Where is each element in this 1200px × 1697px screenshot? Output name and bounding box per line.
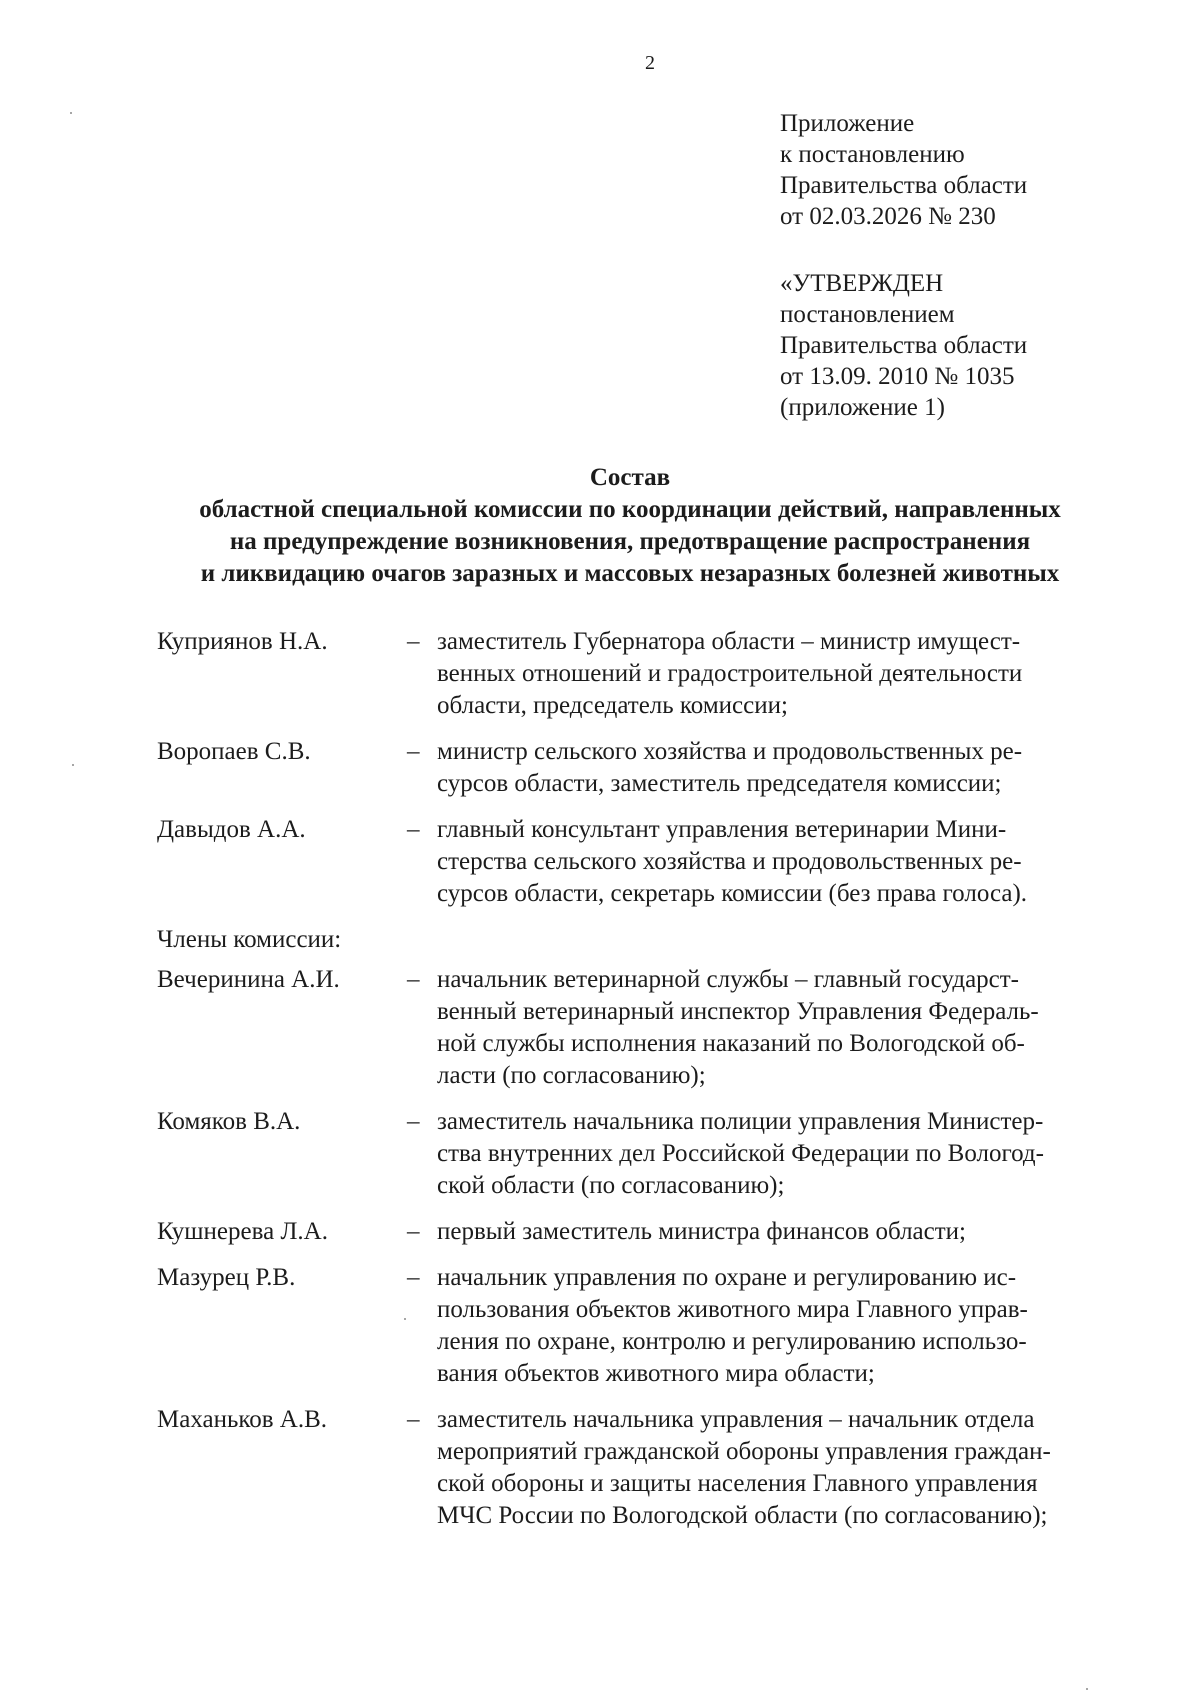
- appendix-block: [780, 108, 1180, 232]
- dash-separator: –: [407, 1264, 420, 1291]
- dash-separator: –: [407, 628, 420, 655]
- member-row: [157, 626, 1137, 722]
- role-line: МЧС России по Вологодской области (по согласованию);: [437, 1502, 1048, 1529]
- role-line: министр сельского хозяйства и продовольственных ре-: [437, 738, 1023, 765]
- member-row: [157, 1216, 1137, 1248]
- approval-line: постановлением: [780, 301, 955, 328]
- role-line: области, председатель комиссии;: [437, 692, 788, 719]
- role-line: заместитель начальника полиции управления Министер-: [437, 1108, 1044, 1135]
- heading-title: Состав: [589, 464, 671, 491]
- member-role: [437, 1106, 1137, 1202]
- members-label: Члены комиссии:: [157, 926, 342, 953]
- member-name: Воропаев С.В.: [157, 738, 311, 765]
- role-line: сурсов области, заместитель председателя комиссии;: [437, 770, 1002, 797]
- role-line: мероприятий гражданской обороны управления граждан-: [437, 1438, 1051, 1465]
- dash-separator: –: [407, 1108, 420, 1135]
- approval-line: «УТВЕРЖДЕН: [780, 270, 944, 297]
- role-line: ства внутренних дел Российской Федерации по Вологод-: [437, 1140, 1044, 1167]
- approval-line: от 13.09. 2010 № 1035: [780, 363, 1015, 390]
- scan-artifact: [70, 112, 72, 114]
- member-role: [437, 626, 1137, 722]
- role-line: стерства сельского хозяйства и продовольственных ре-: [437, 848, 1022, 875]
- member-role: [437, 736, 1137, 800]
- member-role: [437, 1262, 1137, 1390]
- member-row: [157, 1106, 1137, 1202]
- appendix-line: к постановлению: [780, 141, 965, 168]
- member-row: [157, 1404, 1137, 1532]
- dash-separator: –: [407, 1406, 420, 1433]
- scan-artifact: [404, 1318, 406, 1320]
- appendix-line: Правительства области: [780, 172, 1028, 199]
- heading-line: и ликвидацию очагов заразных и массовых незаразных болезней животных: [200, 560, 1060, 587]
- role-line: начальник ветеринарной службы – главный государст-: [437, 966, 1020, 993]
- heading-line: на предупреждение возникновения, предотвращение распространения: [229, 528, 1031, 555]
- member-name: Куприянов Н.А.: [157, 628, 328, 655]
- member-name: Давыдов А.А.: [157, 816, 306, 843]
- role-line: ления по охране, контролю и регулированию использо-: [437, 1328, 1027, 1355]
- role-line: заместитель начальника управления – начальник отдела: [437, 1406, 1035, 1433]
- member-role: [437, 964, 1137, 1092]
- member-row: [157, 1262, 1137, 1390]
- member-role: [437, 1216, 1137, 1248]
- page-number: 2: [645, 52, 655, 74]
- role-line: первый заместитель министра финансов области;: [437, 1218, 966, 1245]
- role-line: ной службы исполнения наказаний по Вологодской об-: [437, 1030, 1025, 1057]
- heading-line: областной специальной комиссии по координации действий, направленных: [199, 496, 1061, 523]
- dash-separator: –: [407, 738, 420, 765]
- role-line: ской области (по согласованию);: [437, 1172, 785, 1199]
- member-role: [437, 1404, 1137, 1532]
- member-name: Маханьков А.В.: [157, 1406, 328, 1433]
- dash-separator: –: [407, 1218, 420, 1245]
- approval-line: Правительства области: [780, 332, 1028, 359]
- document-heading: [120, 462, 1140, 590]
- appendix-line: от 02.03.2026 № 230: [780, 203, 996, 230]
- member-name: Кушнерева Л.А.: [157, 1218, 328, 1245]
- role-line: начальник управления по охране и регулированию ис-: [437, 1264, 1017, 1291]
- role-line: пользования объектов животного мира Главного управ-: [437, 1296, 1028, 1323]
- approval-line: (приложение 1): [780, 394, 945, 421]
- member-row: [157, 964, 1137, 1092]
- role-line: главный консультант управления ветеринарии Мини-: [437, 816, 1007, 843]
- commission-list: [157, 626, 1137, 1546]
- role-line: заместитель Губернатора области – министр имущест-: [437, 628, 1021, 655]
- role-line: венных отношений и градостроительной деятельности: [437, 660, 1023, 687]
- dash-separator: –: [407, 816, 420, 843]
- role-line: вания объектов животного мира области;: [437, 1360, 875, 1387]
- member-name: Мазурец Р.В.: [157, 1264, 296, 1291]
- member-row: [157, 814, 1137, 910]
- approval-block: [780, 268, 1180, 423]
- role-line: сурсов области, секретарь комиссии (без права голоса).: [437, 880, 1028, 907]
- role-line: ласти (по согласованию);: [437, 1062, 706, 1089]
- member-name: Вечеринина А.И.: [157, 966, 340, 993]
- appendix-line: Приложение: [780, 110, 915, 137]
- role-line: венный ветеринарный инспектор Управления Федераль-: [437, 998, 1039, 1025]
- role-line: ской обороны и защиты населения Главного управления: [437, 1470, 1038, 1497]
- dash-separator: –: [407, 966, 420, 993]
- scan-artifact: [1086, 1688, 1088, 1690]
- scan-artifact: [72, 764, 74, 766]
- member-row: [157, 736, 1137, 800]
- member-role: [437, 814, 1137, 910]
- member-name: Комяков В.А.: [157, 1108, 301, 1135]
